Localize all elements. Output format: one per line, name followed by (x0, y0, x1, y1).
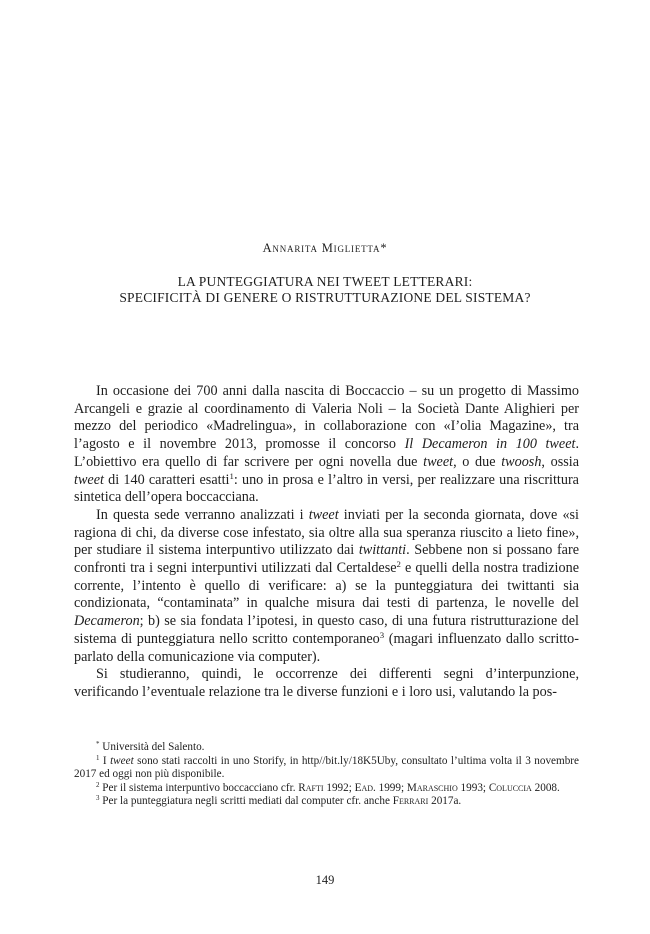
text-run: sono stati raccolti in uno Storify, in http//bit.ly/18K5Uby, consultato l’ultima volta il 3 novembre 2017 ed oggi non più disponibile. (74, 754, 579, 781)
text-run: di 140 caratteri esatti (103, 471, 230, 488)
text-run: Si studieranno, quindi, le occorrenze dei differenti segni d’interpunzione, verificando l’eventuale relazione tra le diverse funzioni e i loro usi, valutando la pos- (74, 666, 579, 700)
text-run: . Sebbene non si possano fare confronti tra i segni interpuntivi utilizzati dal Certaldese (74, 542, 579, 577)
text-run: Il Decameron in 100 tweet (404, 436, 576, 453)
paragraph (74, 507, 579, 666)
text-run: inviati per la seconda giornata, dove «si ragiona di chi, da diverse cose infestato, sia oltre alla sua speranza riuscito a lieto fine», per studiare il sistema interpuntivo utilizzato dai (74, 506, 579, 559)
footnote-ref: 3 (379, 630, 385, 641)
text-run: twoosh (501, 453, 542, 470)
text-run: 2008. (531, 781, 560, 794)
footnote-ref: 3 (96, 794, 100, 803)
paragraph (74, 666, 579, 701)
text-run: Ferrari (392, 795, 429, 808)
text-run: I (99, 754, 111, 767)
footnote-ref: 1 (229, 470, 234, 481)
text-run: Maraschio (406, 781, 458, 794)
footnote-ref: * (96, 740, 100, 749)
text-run: Università del Salento. (99, 741, 205, 753)
text-run: , o due (453, 453, 502, 470)
paragraph (74, 383, 579, 507)
text-run: e quelli della nostra tradizione corrente, l’intento è quello di verificare: a) se la punteggiatura dei twittanti sia condizionata, “contaminata” in qualche misura dai testi di partenza, le novelle del (74, 560, 579, 612)
text-run: 1999; (375, 781, 407, 794)
text-run: tweet (110, 754, 134, 767)
article-title (0, 274, 650, 306)
footnote-ref: 2 (96, 780, 100, 789)
text-run: tweet (308, 506, 339, 523)
text-run: ; b) se sia fondata l’ipotesi, in questo caso, di una futura ristrutturazione del sistema di punteggiatura nello scritto contemporaneo (74, 613, 579, 647)
text-run: (magari influenzato dallo scritto-parlato della comunicazione via computer). (74, 630, 579, 665)
text-run: Rafti (298, 781, 324, 794)
text-run: Coluccia (488, 781, 532, 794)
footnote-ref: 2 (396, 559, 401, 570)
footnote (74, 755, 579, 782)
text-run: 2017a. (428, 795, 462, 808)
text-run: tweet (74, 471, 104, 488)
author-name: Annarita Miglietta* (262, 241, 388, 255)
footnote-ref: 1 (96, 753, 100, 762)
text-run: Per la punteggiatura negli scritti mediati dal computer cfr. anche (99, 795, 393, 808)
text-run: tweet (423, 453, 454, 470)
text-run: In occasione dei 700 anni dalla nascita di Boccaccio – su un progetto di Massimo Arcangeli e grazie al coordinamento di Valeria Noli – la Società Dante Alighieri per mezzo del periodico «Madrelingua», in collaborazione con «I’olia Magazine», tra l’agosto e il novembre 2013, promosse il concorso (74, 383, 579, 453)
title-line: SPECIFICITÀ DI GENERE O RISTRUTTURAZIONE DEL SISTEMA? (119, 290, 531, 305)
text-run: In questa sede verranno analizzati i (96, 506, 309, 523)
title-line: LA PUNTEGGIATURA NEI TWEET LETTERARI: (177, 274, 473, 289)
text-run: . L’obiettivo era quello di far scrivere per ogni novella due (74, 436, 579, 470)
text-run: : uno in prosa e l’altro in versi, per realizzare una riscrittura sintetica dell’opera boccacciana. (74, 471, 579, 506)
footnote (74, 741, 579, 755)
footnote (74, 795, 579, 809)
text-run: Ead. (354, 781, 376, 794)
body-text (74, 383, 579, 702)
text-run: Decameron (74, 613, 140, 630)
text-run: twittanti (358, 542, 407, 559)
text-run: 1993; (457, 781, 489, 794)
text-run: 1992; (323, 781, 355, 794)
text-run: Per il sistema interpuntivo boccacciano cfr. (99, 781, 299, 794)
footnote (74, 782, 579, 796)
text-run: , ossia (541, 453, 579, 470)
footnotes (74, 741, 579, 809)
page-number: 149 (315, 873, 335, 887)
